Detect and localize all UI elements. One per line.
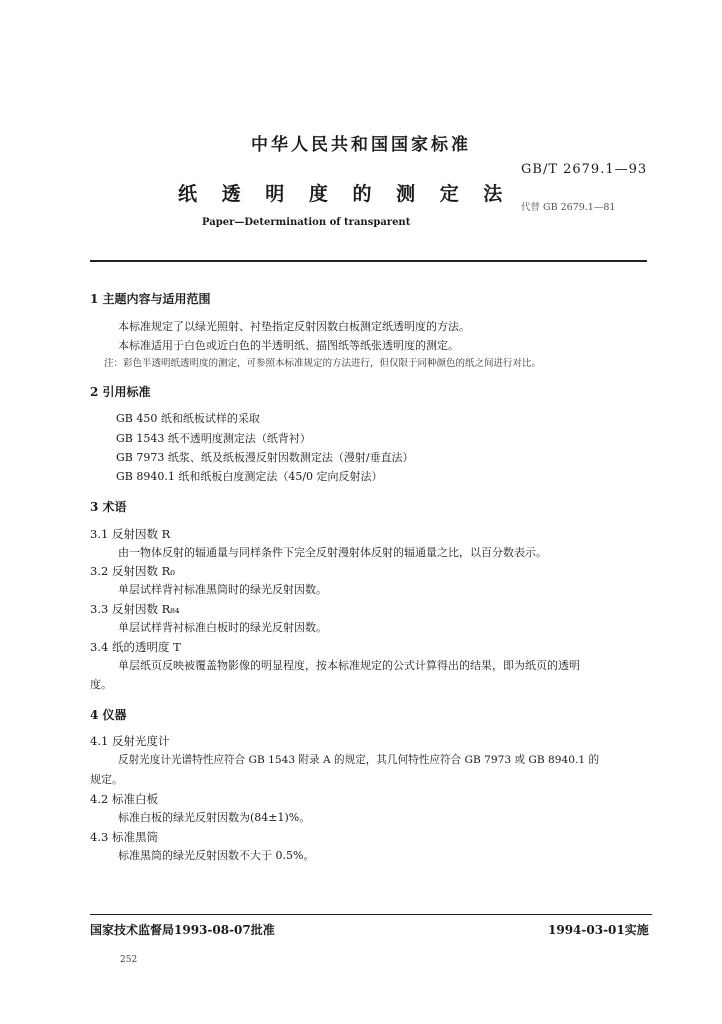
item-4-1-heading: 4.1 反射光度计 — [90, 734, 170, 748]
reference-item: GB 450 纸和纸板试样的采取 — [116, 412, 260, 425]
section-1-heading: 1 主题内容与适用范围 — [90, 292, 211, 306]
term-3-2-definition: 单层试样背衬标准黑筒时的绿光反射因数。 — [118, 583, 327, 596]
term-3-1-heading: 3.1 反射因数 R — [90, 527, 171, 541]
term-3-1-definition: 由一物体反射的辐通量与同样条件下完全反射漫射体反射的辐通量之比，以百分数表示。 — [118, 546, 547, 559]
english-title: Paper—Determination of transparent — [202, 217, 411, 228]
reference-item: GB 1543 纸不透明度测定法（纸背衬） — [116, 432, 311, 445]
implementation-date: 1994-03-01实施 — [548, 923, 649, 937]
page-number: 252 — [120, 955, 138, 965]
item-4-1-text: 反射光度计光谱特性应符合 GB 1543 附录 A 的规定，其几何特性应符合 GB 7973 或 GB 8940.1 的 — [118, 754, 600, 766]
national-standard-heading: 中华人民共和国国家标准 — [251, 135, 471, 155]
section-2-heading: 2 引用标准 — [90, 385, 151, 399]
header-divider — [90, 260, 647, 262]
item-4-2-text: 标准白板的绿光反射因数为(84±1)%。 — [118, 811, 311, 824]
item-4-3-text: 标准黑筒的绿光反射因数不大于 0.5%。 — [118, 849, 315, 862]
reference-item: GB 8940.1 纸和纸板白度测定法（45/0 定向反射法） — [116, 470, 383, 483]
item-4-1-text-continued: 规定。 — [90, 773, 123, 786]
approval-date: 国家技术监督局1993-08-07批准 — [90, 923, 275, 937]
term-3-3-definition: 单层试样背衬标准白板时的绿光反射因数。 — [118, 621, 327, 634]
item-4-2-heading: 4.2 标准白板 — [90, 792, 158, 806]
term-3-3-heading: 3.3 反射因数 R₈₄ — [90, 602, 180, 616]
standard-code: GB/T 2679.1—93 — [521, 162, 648, 177]
section-3-heading: 3 术语 — [90, 500, 127, 514]
section-1-paragraph-2: 本标准适用于白色或近白色的半透明纸、描图纸等纸张透明度的测定。 — [118, 339, 459, 352]
term-3-4-heading: 3.4 纸的透明度 T — [90, 640, 181, 654]
term-3-4-definition-continued: 度。 — [90, 678, 112, 691]
footer-divider — [90, 914, 652, 915]
replaces-note: 代替 GB 2679.1—81 — [521, 202, 616, 213]
term-3-2-heading: 3.2 反射因数 R₀ — [90, 564, 175, 578]
document-title: 纸 透 明 度 的 测 定 法 — [178, 183, 512, 205]
item-4-3-heading: 4.3 标准黑筒 — [90, 830, 158, 844]
term-3-4-definition: 单层纸页反映被覆盖物影像的明显程度，按本标准规定的公式计算得出的结果，即为纸页的透明 — [118, 659, 580, 672]
section-1-note: 注：彩色半透明纸透明度的测定，可参照本标准规定的方法进行，但仅限于同种颜色的纸之间进行对比。 — [104, 358, 542, 369]
section-1-paragraph-1: 本标准规定了以绿光照射、衬垫指定反射因数白板测定纸透明度的方法。 — [118, 320, 470, 333]
section-4-heading: 4 仪器 — [90, 708, 127, 722]
reference-item: GB 7973 纸浆、纸及纸板漫反射因数测定法（漫射/垂直法） — [116, 451, 414, 464]
